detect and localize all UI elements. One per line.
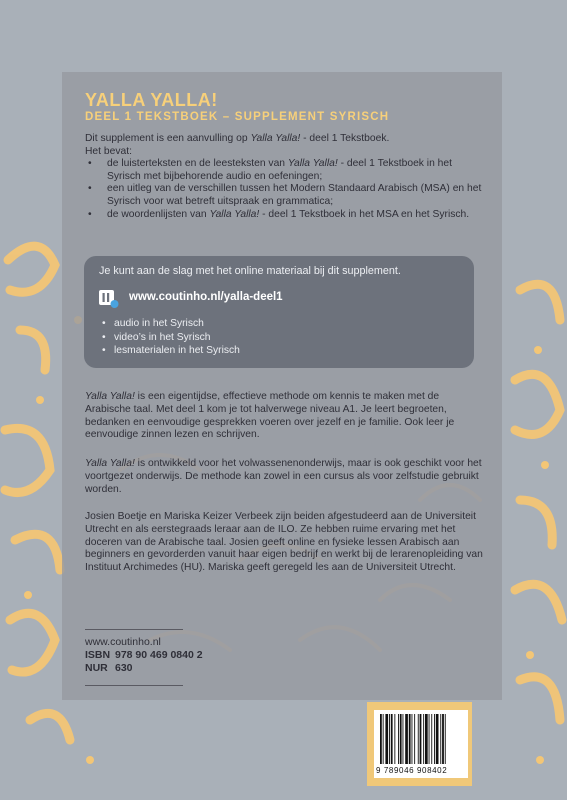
online-material-link[interactable]: www.coutinho.nl/yalla-deel1 xyxy=(129,291,283,303)
barcode xyxy=(374,710,468,778)
online-material-heading: Je kunt aan de slag met het online materiaal bij dit supplement. xyxy=(99,265,401,277)
intro-bullet: • de luisterteksten en de leesteksten van Yalla Yalla! - deel 1 Tekstboek in het Syrisch met bijbehorende audio en oefeningen; xyxy=(85,158,485,183)
intro-contents-label: Het bevat: xyxy=(85,145,132,157)
barcode-bars xyxy=(374,710,468,766)
online-material-list xyxy=(102,317,240,358)
book-title: YALLA YALLA! xyxy=(85,90,218,110)
description-paragraph-1: Yalla Yalla! is een eigentijdse, effectieve methode om kennis te maken met de Arabische taal. Met deel 1 kom je tot halverwege niveau A1. Je leert begroeten, bedanken en eenvoudige gesprekken voeren over jezelf en je familie. Ook leer je eenvoudige zinnen lezen en schrijven. xyxy=(85,391,455,441)
divider-line xyxy=(85,629,183,630)
supplement-intro xyxy=(85,133,485,221)
intro-bullet: • een uitleg van de verschillen tussen het Modern Standaard Arabisch (MSA) en het Syrisch voor wat betreft uitspraak en grammatica; xyxy=(85,183,485,208)
online-material-box xyxy=(84,256,474,368)
publisher-info xyxy=(85,636,203,675)
description-paragraph-2: Yalla Yalla! is ontwikkeld voor het volwassenenonderwijs, maar is ook geschikt voor het voortgezet onderwijs. De methode kan zowel in een cursus als voor zelfstudie gebruikt worden. xyxy=(85,458,482,495)
nur-label: NUR xyxy=(85,662,108,674)
coutinho-online-icon xyxy=(99,290,119,308)
nur-value: 630 xyxy=(115,662,133,674)
barcode-number: 9 789046 908402 xyxy=(376,766,448,775)
isbn-row xyxy=(85,649,203,662)
intro-bullet-list xyxy=(85,158,485,221)
isbn-value: 978 90 469 0840 2 xyxy=(115,649,203,661)
intro-paragraph: Dit supplement is een aanvulling op Yalla Yalla! - deel 1 Tekstboek. xyxy=(85,133,390,144)
nur-row xyxy=(85,662,203,675)
online-material-item: • video’s in het Syrisch xyxy=(102,331,240,345)
book-subtitle: DEEL 1 TEKSTBOEK – SUPPLEMENT SYRISCH xyxy=(85,111,390,123)
intro-bullet: • de woordenlijsten van Yalla Yalla! - deel 1 Tekstboek in het MSA en het Syrisch. xyxy=(85,209,485,222)
isbn-label: ISBN xyxy=(85,649,111,661)
online-material-item: • audio in het Syrisch xyxy=(102,317,240,331)
online-material-item: • lesmaterialen in het Syrisch xyxy=(102,344,240,358)
publisher-website[interactable]: www.coutinho.nl xyxy=(85,636,161,648)
divider-line xyxy=(85,685,183,686)
author-paragraph: Josien Boetje en Mariska Keizer Verbeek zijn beiden afgestudeerd aan de Universiteit Utrecht en als eerstegraads leraar aan de ILO. Ze hebben ruime ervaring met het doceren van de Arabische taal. Josien geeft online en fysieke lessen Arabisch aan beginners en gevorderden vanuit haar eigen bedrijf en werkt bij de lerarenopleiding van Instituut Archimedes (HU). Mariska geeft geregeld les aan de Universiteit Utrecht. xyxy=(85,511,483,574)
